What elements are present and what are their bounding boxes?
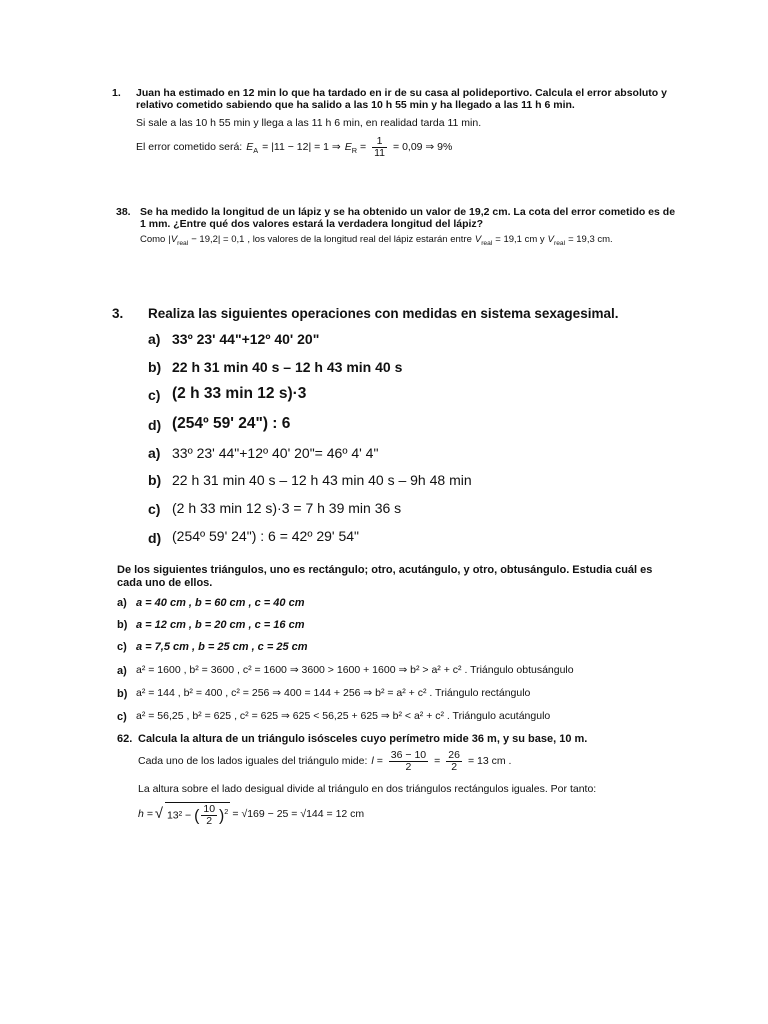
problem-1-fraction (372, 136, 387, 159)
problem-3-a-a-label: a) (148, 445, 161, 461)
problem-1-ea-symbol: $E_A$ (246, 141, 259, 156)
problem-62-frac1-den: 2 (405, 761, 412, 774)
problem-62-fraction-2 (446, 750, 462, 773)
problem-38-vreal-abs: $|V_{real}$ (168, 234, 189, 247)
triangles-a-a-label: a) (117, 665, 127, 677)
triangles-q-b-label: b) (117, 619, 128, 631)
problem-1-error-label: El error cometido será: (136, 141, 243, 154)
problem-62-answer-line2: La altura sobre el lado desigual divide al triángulo en dos triángulos rectángulos iguales. Por tanto: (138, 783, 597, 795)
problem-1-er-symbol: $E_R$ = (344, 141, 367, 156)
problem-62-h-in: 13² − (166, 809, 192, 822)
problem-3-title: Realiza las siguientes operaciones con medidas en sistema sexagesimal. (148, 306, 619, 321)
problem-62-h-fraction (201, 804, 217, 827)
problem-62-h-frac-den: 2 (206, 815, 213, 828)
problem-62-frac2-den: 2 (451, 761, 458, 774)
problem-38-answer (140, 234, 613, 246)
problem-38-vreal-2: $V_{real}$ (547, 234, 566, 247)
problem-3-q-b-text: 22 h 31 min 40 s – 12 h 43 min 40 s (172, 359, 403, 375)
problem-3-a-b-label: b) (148, 472, 162, 488)
problem-62-radicand: 13² − ( $\frac{10}{2}$ )$^2$ (166, 803, 229, 828)
problem-38-abs-value: − 19,2| = 0,1 (191, 234, 245, 245)
problem-1-ea-value: = |11 − 12| = 1 ⇒ (262, 141, 341, 154)
problem-62-h-var: h = (138, 808, 153, 821)
problem-38-value-2: = 19,3 cm. (568, 234, 613, 245)
problem-3-a-d-text: (254º 59' 24") : 6 = 42º 29' 54" (172, 528, 360, 544)
problem-62-number: 62. (117, 733, 133, 745)
problem-3-a-c-label: c) (148, 501, 161, 517)
triangles-title-line1: De los siguientes triángulos, uno es rectángulo; otro, acutángulo, y otro, obtusángulo. Estudia cuál es (117, 564, 653, 576)
left-paren-icon: ( (194, 807, 200, 825)
problem-3-q-b-label: b) (148, 359, 162, 375)
problem-38-vreal-1: $V_{real}$ (474, 234, 493, 247)
problem-1-er-value: = 0,09 ⇒ 9% (393, 141, 453, 154)
problem-62-frac1-num: 36 − 10 (390, 749, 427, 761)
problem-3-q-c-label: c) (148, 387, 161, 403)
triangles-q-c-text: a = 7,5 cm , b = 25 cm , c = 25 cm (136, 641, 308, 653)
problem-38-como: Como (140, 234, 166, 245)
problem-62-h-frac-num: 10 (203, 803, 216, 815)
problem-62-l-var: l = (371, 755, 383, 768)
problem-38-number: 38. (116, 206, 131, 218)
problem-38-answer-text: , los valores de la longitud real del lápiz estarán entre (247, 234, 472, 245)
problem-3-q-d-text: (254º 59' 24") : 6 (172, 415, 291, 432)
problem-38-question-line2: 1 mm. ¿Entre qué dos valores estará la verdadera longitud del lápiz? (140, 218, 484, 230)
problem-3-q-d-label: d) (148, 417, 162, 433)
triangles-a-c-label: c) (117, 711, 127, 723)
problem-1-number: 1. (112, 87, 121, 99)
problem-3-number: 3. (112, 306, 124, 321)
problem-62-frac2-num: 26 (448, 749, 460, 761)
problem-3-q-a-label: a) (148, 331, 161, 347)
problem-1-answer-line2 (136, 136, 452, 159)
problem-62-h-result: = √169 − 25 = √144 = 12 cm (232, 808, 365, 821)
triangles-q-b-text: a = 12 cm , b = 20 cm , c = 16 cm (136, 619, 305, 631)
problem-62-height-formula (138, 802, 364, 827)
problem-62-answer-line1 (138, 750, 511, 773)
sqrt-icon: √ (154, 806, 163, 823)
triangles-q-c-label: c) (117, 641, 127, 653)
problem-1-question-line1: Juan ha estimado en 12 min lo que ha tardado en ir de su casa al polideportivo. Calcula el error absoluto y (136, 87, 667, 99)
triangles-q-a-text: a = 40 cm , b = 60 cm , c = 40 cm (136, 597, 305, 609)
problem-1-question-line2: relativo cometido sabiendo que ha salido a las 10 h 55 min y ha llegado a las 11 h 6 min. (136, 99, 575, 111)
problem-62-fraction-1 (389, 750, 428, 773)
right-paren-icon: ) (219, 807, 225, 825)
problem-62-title: Calcula la altura de un triángulo isósceles cuyo perímetro mide 36 m, y su base, 10 m. (138, 733, 588, 745)
triangles-a-b-label: b) (117, 688, 128, 700)
problem-62-a1-end: = 13 cm . (467, 755, 512, 768)
triangles-title-line2: cada uno de ellos. (117, 577, 213, 589)
problem-62-equals: = (434, 755, 441, 768)
problem-3-q-a-text: 33º 23' 44"+12º 40' 20" (172, 331, 320, 347)
problem-3-a-b-text: 22 h 31 min 40 s – 12 h 43 min 40 s – 9h 48 min (172, 472, 472, 488)
problem-3-a-a-text: 33º 23' 44"+12º 40' 20"= 46º 4' 4" (172, 445, 379, 461)
triangles-q-a-label: a) (117, 597, 127, 609)
triangles-a-c-text: a² = 56,25 , b² = 625 , c² = 625 ⇒ 625 < 56,25 + 625 ⇒ b² < a² + c² . Triángulo acutángulo (136, 710, 551, 722)
problem-1-answer-line1: Si sale a las 10 h 55 min y llega a las 11 h 6 min, en realidad tarda 11 min. (136, 117, 482, 129)
problem-1-frac-num: 1 (372, 136, 387, 148)
problem-38-question-line1: Se ha medido la longitud de un lápiz y se ha obtenido un valor de 19,2 cm. La cota del error cometido es de (140, 206, 676, 218)
triangles-a-a-text: a² = 1600 , b² = 3600 , c² = 1600 ⇒ 3600 > 1600 + 1600 ⇒ b² > a² + c² . Triángulo obtusángulo (136, 664, 574, 676)
problem-38-value-1: = 19,1 cm y (495, 234, 545, 245)
problem-3-a-c-text: (2 h 33 min 12 s)·3 = 7 h 39 min 36 s (172, 500, 402, 516)
triangles-a-b-text: a² = 144 , b² = 400 , c² = 256 ⇒ 400 = 144 + 256 ⇒ b² = a² + c² . Triángulo rectángulo (136, 687, 531, 699)
problem-1-frac-den: 11 (374, 147, 386, 160)
problem-3-q-c-text: (2 h 33 min 12 s)·3 (172, 385, 307, 402)
problem-62-a1-text: Cada uno de los lados iguales del triángulo mide: (138, 755, 368, 768)
problem-3-a-d-label: d) (148, 530, 162, 546)
